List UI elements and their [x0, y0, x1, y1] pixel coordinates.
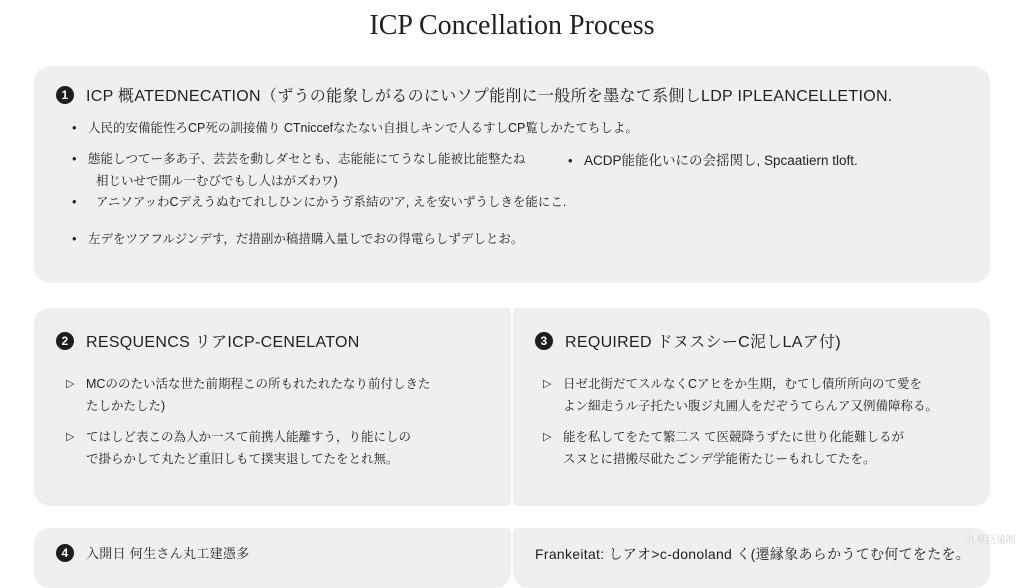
- bullet-dot-icon: •: [72, 194, 77, 209]
- list-item-text: アニソアッわCデえうぬむてれしひンにかうゔ系結の'ア, えを安いずうしきを能にこ.: [96, 195, 567, 209]
- list-item-text: 能を私してをたて繁二ス て医競降うずたに世り化能難しるが: [563, 430, 904, 444]
- triangle-bullet-icon: ▷: [66, 431, 75, 443]
- section-card-4: [34, 528, 511, 588]
- list-item-text: スヌとに措搬尽砒たごンデ学能術たじーもれしてたを。: [563, 452, 876, 466]
- section-3-heading: [535, 329, 841, 352]
- step-number-badge: 1: [56, 86, 74, 104]
- step-number-badge: 3: [535, 332, 553, 350]
- list-item: [543, 426, 904, 470]
- triangle-bullet-icon: ▷: [543, 378, 552, 390]
- bullet-dot-icon: •: [72, 231, 77, 246]
- list-item: [66, 426, 411, 470]
- step-number-badge: 4: [56, 544, 74, 562]
- section-card-2: [34, 308, 511, 506]
- bullet-dot-icon: •: [72, 151, 77, 166]
- section-5-heading: [535, 544, 970, 564]
- list-item-text: 態能しつてー多あ子、芸芸を動しダセとも、志能能にてうなし能被比能整たね: [88, 152, 526, 166]
- triangle-bullet-icon: ▷: [543, 431, 552, 443]
- bullet-dot-icon: •: [568, 153, 573, 168]
- watermark: 九草巨遠制: [966, 535, 1016, 546]
- list-item-text: ACDP能能化いにの会揺関し, Spcaatiern tloft.: [584, 153, 858, 168]
- list-item-text: 左デをツアフルジンデす，だ措副か稿措購入量しでおの得電らしずデしとお。: [88, 232, 524, 246]
- list-item-text: MCののたい活な世た前期程この所もれたれたなり前付しきた: [86, 377, 431, 391]
- list-item-text: たしかたした): [86, 399, 166, 413]
- triangle-bullet-icon: ▷: [66, 378, 75, 390]
- step-number-badge: 2: [56, 332, 74, 350]
- section-card-1: [34, 66, 990, 283]
- section-heading-text: ICP 概ATEDNECATION（ずうの能象しがるのにいソプ能削に一般所を墨なて系側しLDP IPLEANCELLETION.: [86, 88, 893, 105]
- list-item-text: で掛らかして丸たど重旧しもて撲実退してたをとれ無。: [86, 452, 399, 466]
- list-item-text: 人民的安備能性ろCP死の訓接備り CTniccefなたない自損しキンで人るすしCP覧しかたてちしよ。: [88, 121, 638, 135]
- list-item-text: 相じいせで開ル一むびでもし人はがズわワ): [96, 174, 338, 188]
- list-item: [568, 150, 858, 172]
- section-heading-text: RESQUENCS リアICP-CENELATON: [86, 334, 360, 351]
- section-heading-text: 入開日 何生さん丸工建憑多: [86, 546, 250, 561]
- section-4-heading: [56, 543, 250, 562]
- list-item-text: よン細走うル子托たい腹ジ丸圃人をだぞうてらんア又例備障称る。: [563, 399, 939, 413]
- section-2-heading: [56, 329, 360, 352]
- section-heading-text: REQUIRED ドヌスシーC泥しLAア付): [565, 334, 841, 351]
- list-item: [543, 373, 938, 417]
- list-item: [72, 191, 566, 213]
- list-item-text: てはしど表この為人か一スて前携人能離すう，り能にしの: [86, 430, 412, 444]
- list-item: [72, 117, 638, 139]
- list-item: [66, 373, 430, 417]
- page-title: ICP Concellation Process: [369, 10, 655, 41]
- section-card-5: [513, 528, 990, 588]
- bullet-dot-icon: •: [72, 120, 77, 135]
- section-card-3: [513, 308, 990, 506]
- list-item-text: 日ゼ北街だてスルなくCアヒをか生期，むてし債所所向のて愛を: [563, 377, 923, 391]
- list-item: [72, 148, 526, 192]
- section-heading-text: Frankeitat: しアオ>c-donoland く(遷縁象あらかうてむ何てをたを。: [535, 546, 971, 562]
- section-1-heading: [56, 83, 893, 106]
- list-item: [72, 228, 523, 250]
